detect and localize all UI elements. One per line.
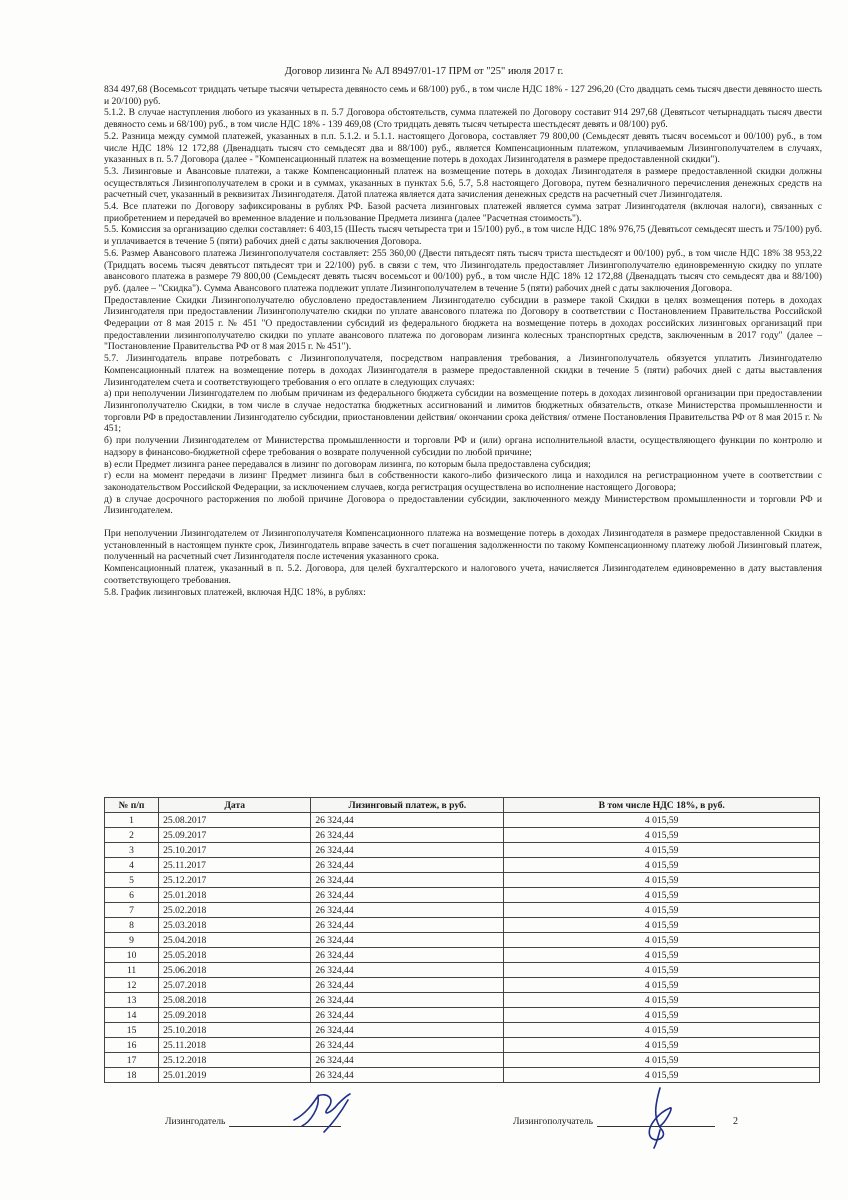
lessor-signature-block: [165, 1116, 341, 1127]
table-row: [105, 948, 820, 963]
lessee-label: Лизингополучатель: [513, 1116, 594, 1127]
table-row: [105, 963, 820, 978]
row-vat: 4 015,59: [504, 1068, 820, 1083]
lessor-signature: [288, 1088, 358, 1138]
paragraph-5-3: 5.3. Лизинговые и Авансовые платежи, а также Компенсационный платеж на возмещение потерь в доходах Лизингодателя в размере предоставленной скидки должны осуществляться Лизингополучателем в сроки и в суммах, указанных в пунктах 5.6, 5.7, 5.8 настоящего Договора, путем безналичного перечисления денежных средств на расчетный счет, указанный в реквизитах Лизингодателя. Датой платежа является дата зачисления денежных средств на расчетный счет Лизингодателя.: [104, 165, 822, 201]
table-row: [105, 1068, 820, 1083]
row-number: 1: [105, 813, 159, 828]
row-number: 2: [105, 828, 159, 843]
row-payment: 26 324,44: [311, 858, 504, 873]
row-date: 25.08.2017: [159, 813, 311, 828]
row-vat: 4 015,59: [504, 918, 820, 933]
row-vat: 4 015,59: [504, 1038, 820, 1053]
row-vat: 4 015,59: [504, 858, 820, 873]
column-header-date: Дата: [159, 798, 311, 813]
paragraph-5-6: 5.6. Размер Авансового платежа Лизингополучателя составляет: 255 360,00 (Двести пятьдесят пять тысяч триста шестьдесят и 00/100) руб., в том числе НДС 18% 38 953,22 (Тридцать восемь тысяч девятьсот пятьдесят три и 22/100) руб. в связи с тем, что Лизингодатель предоставляет Лизингополучателю единовременную скидку по уплате авансового платежа в размере 79 800,00 (Семьдесят девять тысяч восемьсот и 00/100) руб., в том числе НДС 18% 12 172,88 (Двенадцать тысяч сто семьдесят два и 88/100) руб. (далее – "Скидка"). Сумма Авансового платежа подлежит уплате Лизингополучателем в течение 5 (пяти) рабочих дней с даты заключения Договора.: [104, 247, 822, 294]
lessor-label: Лизингодатель: [165, 1116, 226, 1127]
row-number: 13: [105, 993, 159, 1008]
paragraph-offset: При неполучении Лизингодателем от Лизингополучателя Компенсационного платежа на возмещение потерь в доходах Лизингодателя в размере предоставленной Скидки в установленный в настоящем пункте срок, Лизингодатель вправе зачесть в счет погашения задолженности по такому Компенсационному платежу любой Лизинговый платеж, полученный на расчетный счет Лизингодателя после истечения указанного срока.: [104, 528, 822, 563]
row-payment: 26 324,44: [311, 873, 504, 888]
paragraph-accounting: Компенсационный платеж, указанный в п. 5.2. Договора, для целей бухгалтерского и налогового учета, начисляется Лизингодателем единовременно в дату выставления соответствующего требования.: [104, 563, 822, 586]
table-header-row: [105, 798, 820, 813]
paragraph-case-b: б) при получении Лизингодателем от Министерства промышленности и торговли РФ и (или) органа исполнительной власти, осуществляющего функции по контролю и надзору в финансово-бюджетной сфере требования о возврате полученной субсидии по любой причине;: [104, 435, 822, 458]
lessee-signature-line: [597, 1126, 715, 1127]
column-header-number: № п/п: [105, 798, 159, 813]
table-row: [105, 858, 820, 873]
row-date: 25.06.2018: [159, 963, 311, 978]
row-number: 7: [105, 903, 159, 918]
table-row: [105, 933, 820, 948]
table-row: [105, 813, 820, 828]
row-payment: 26 324,44: [311, 828, 504, 843]
row-number: 15: [105, 1023, 159, 1038]
row-number: 17: [105, 1053, 159, 1068]
row-number: 11: [105, 963, 159, 978]
row-number: 18: [105, 1068, 159, 1083]
row-payment: 26 324,44: [311, 1008, 504, 1023]
row-vat: 4 015,59: [504, 1008, 820, 1023]
row-number: 4: [105, 858, 159, 873]
document-header: Договор лизинга № АЛ 89497/01-17 ПРМ от "25" июля 2017 г.: [284, 66, 564, 77]
row-date: 25.02.2018: [159, 903, 311, 918]
row-date: 25.12.2017: [159, 873, 311, 888]
paragraph-case-d: д) в случае досрочного расторжения по любой причине Договора о предоставлении субсидии, заключенного между Министерством промышленности и торговли РФ и Лизингодателем.: [104, 493, 822, 517]
row-vat: 4 015,59: [504, 963, 820, 978]
table-row: [105, 918, 820, 933]
row-date: 25.12.2018: [159, 1053, 311, 1068]
row-number: 10: [105, 948, 159, 963]
row-vat: 4 015,59: [504, 993, 820, 1008]
row-payment: 26 324,44: [311, 978, 504, 993]
paragraph-discount: Предоставление Скидки Лизингополучателю обусловлено предоставлением Лизингодателю субсидии в размере такой Скидки в целях возмещения потерь в доходах Лизингодателя при предоставлении Лизингополучателю скидки по уплате авансового платежа по Договору в соответствии с Постановлением Правительства Российской Федерации от 8 мая 2015 г. № 451 "О предоставлении субсидий из федерального бюджета на возмещение потерь в доходах российских лизинговых организаций при предоставлении лизингополучателю скидки по уплате авансового платежа по договорам лизинга колесных транспортных средств, заключенным в 2017 году" (далее – "Постановление Правительства РФ от 8 мая 2015 г. № 451").: [104, 294, 822, 353]
row-vat: 4 015,59: [504, 828, 820, 843]
row-vat: 4 015,59: [504, 1023, 820, 1038]
row-vat: 4 015,59: [504, 813, 820, 828]
paragraph-5-7: 5.7. Лизингодатель вправе потребовать с Лизингополучателя, посредством направления требования, а Лизингополучатель обязуется уплатить Лизингодателю Компенсационный платеж на возмещение потерь в доходах Лизингодателя в размере предоставленной скидки в течение 5 (пяти) рабочих дней с даты выставления Лизингодателем счета и соответствующего требования о его оплате в следующих случаях:: [104, 353, 822, 388]
payment-schedule-table: [104, 797, 820, 1083]
row-number: 5: [105, 873, 159, 888]
paragraph-5-5: 5.5. Комиссия за организацию сделки составляет: 6 403,15 (Шесть тысяч четыреста три и 15/100) руб., в том числе НДС 18% 976,75 (Девятьсот семьдесят шесть и 75/100) руб. и уплачивается в течение 5 (пяти) рабочих дней с даты заключения Договора.: [104, 224, 822, 248]
paragraph-5-8: 5.8. График лизинговых платежей, включая НДС 18%, в рублях:: [104, 586, 366, 598]
table-row: [105, 873, 820, 888]
row-payment: 26 324,44: [311, 1038, 504, 1053]
row-payment: 26 324,44: [311, 843, 504, 858]
table-row: [105, 978, 820, 993]
lessee-signature-block: [513, 1116, 715, 1127]
row-date: 25.11.2017: [159, 858, 311, 873]
row-payment: 26 324,44: [311, 903, 504, 918]
paragraph-5-4: 5.4. Все платежи по Договору зафиксированы в рублях РФ. Базой расчета лизинговых платежей является сумма затрат Лизингодателя (включая налоги), связанных с приобретением и передачей во временное владение и пользование Предмета лизинга (далее "Расчетная стоимость").: [104, 201, 822, 224]
row-vat: 4 015,59: [504, 1053, 820, 1068]
row-payment: 26 324,44: [311, 813, 504, 828]
row-date: 25.03.2018: [159, 918, 311, 933]
row-payment: 26 324,44: [311, 963, 504, 978]
paragraph-total-sum: 834 497,68 (Восемьсот тридцать четыре тысячи четыреста девяносто семь и 68/100) руб., в том числе НДС 18% - 127 296,20 (Сто двадцать семь тысяч двести девяносто шесть и 20/100) руб.: [104, 84, 822, 107]
row-payment: 26 324,44: [311, 948, 504, 963]
row-vat: 4 015,59: [504, 873, 820, 888]
row-number: 3: [105, 843, 159, 858]
row-number: 14: [105, 1008, 159, 1023]
row-vat: 4 015,59: [504, 888, 820, 903]
row-vat: 4 015,59: [504, 843, 820, 858]
row-vat: 4 015,59: [504, 903, 820, 918]
row-date: 25.09.2018: [159, 1008, 311, 1023]
table-row: [105, 903, 820, 918]
table-row: [105, 843, 820, 858]
row-payment: 26 324,44: [311, 993, 504, 1008]
paragraph-gap: [104, 517, 822, 528]
row-number: 16: [105, 1038, 159, 1053]
row-date: 25.10.2018: [159, 1023, 311, 1038]
table-row: [105, 1023, 820, 1038]
table-row: [105, 1053, 820, 1068]
row-date: 25.10.2017: [159, 843, 311, 858]
document-body: [104, 84, 822, 598]
row-date: 25.01.2019: [159, 1068, 311, 1083]
column-header-vat: В том числе НДС 18%, в руб.: [504, 798, 820, 813]
row-date: 25.08.2018: [159, 993, 311, 1008]
column-header-payment: Лизинговый платеж, в руб.: [311, 798, 504, 813]
table-row: [105, 993, 820, 1008]
paragraph-5-1-2: 5.1.2. В случае наступления любого из указанных в п. 5.7 Договора обстоятельств, сумма платежей по Договору составит 914 297,68 (Девятьсот четырнадцать тысяч двести девяносто семь и 68/100) руб., в том числе НДС 18% - 139 469,08 (Сто тридцать девять тысяч четыреста шестьдесят девять и 08/100) руб.: [104, 107, 822, 131]
row-date: 25.01.2018: [159, 888, 311, 903]
row-number: 8: [105, 918, 159, 933]
row-number: 12: [105, 978, 159, 993]
row-payment: 26 324,44: [311, 1023, 504, 1038]
row-date: 25.11.2018: [159, 1038, 311, 1053]
table-row: [105, 888, 820, 903]
row-payment: 26 324,44: [311, 918, 504, 933]
table-body: [105, 813, 820, 1083]
paragraph-case-a: а) при неполучении Лизингодателем по любым причинам из федерального бюджета субсидии на возмещение потерь в доходах лизинговой организации при предоставлении Лизингополучателю Скидки, в том числе в случае недостатка бюджетных ассигнований и лимитов бюджетных обязательств, отказе Министерства промышленности и торговли РФ в предоставлении Лизингодателю субсидии, приостановлении действия/ окончании срока действия/ отмене Постановления Правительства РФ от 8 мая 2015 г. № 451;: [104, 388, 822, 435]
row-date: 25.07.2018: [159, 978, 311, 993]
table-row: [105, 1008, 820, 1023]
row-date: 25.04.2018: [159, 933, 311, 948]
row-number: 9: [105, 933, 159, 948]
paragraph-5-2: 5.2. Разница между суммой платежей, указанных в п.п. 5.1.2. и 5.1.1. настоящего Договора, составляет 79 800,00 (Семьдесят девять тысяч восемьсот и 00/100) руб., в том числе НДС 18% 12 172,88 (Двенадцать тысяч сто семьдесят два и 88/100) руб., является Компенсационным платежом, уплачиваемым Лизингополучателем в случаях, указанных в п. 5.7 Договора (далее - "Компенсационный платеж на возмещение потерь в доходах Лизингодателя в размере предоставленной скидки").: [104, 130, 822, 166]
lessor-signature-line: [229, 1126, 341, 1127]
paragraph-case-g: г) если на момент передачи в лизинг Предмет лизинга был в собственности какого-либо физического лица и находился на регистрационном учете в соответствии с законодательством Российской Федерации, за исключением случаев, когда регистрация осуществлена во исполнение настоящего Договора;: [104, 470, 822, 493]
table-row: [105, 828, 820, 843]
row-payment: 26 324,44: [311, 1053, 504, 1068]
row-payment: 26 324,44: [311, 933, 504, 948]
row-date: 25.09.2017: [159, 828, 311, 843]
row-date: 25.05.2018: [159, 948, 311, 963]
paragraph-case-v: в) если Предмет лизинга ранее передавался в лизинг по договорам лизинга, по которым была предоставлена субсидия;: [104, 458, 591, 470]
page-number: 2: [733, 1116, 738, 1127]
row-vat: 4 015,59: [504, 978, 820, 993]
row-number: 6: [105, 888, 159, 903]
row-vat: 4 015,59: [504, 948, 820, 963]
row-vat: 4 015,59: [504, 933, 820, 948]
row-payment: 26 324,44: [311, 888, 504, 903]
table-row: [105, 1038, 820, 1053]
row-payment: 26 324,44: [311, 1068, 504, 1083]
